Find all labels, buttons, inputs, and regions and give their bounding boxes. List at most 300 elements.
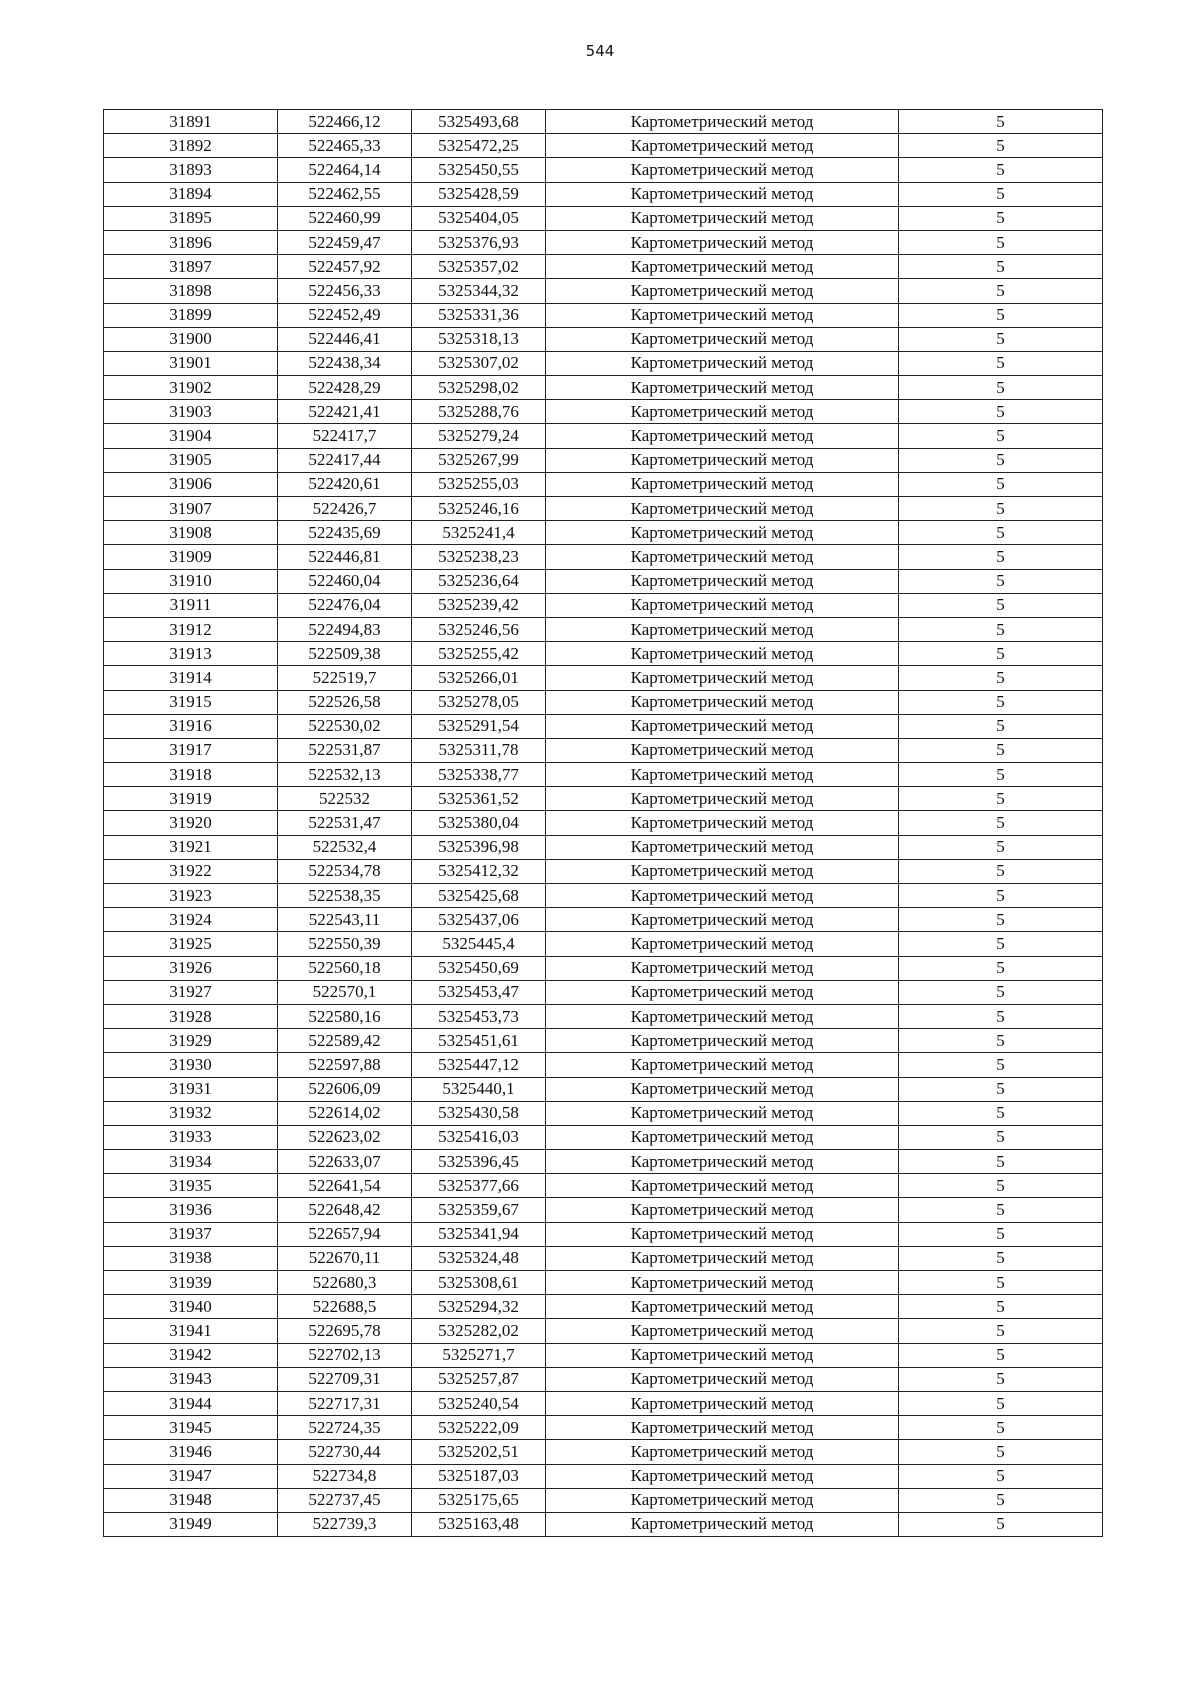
y-coordinate-cell: 5325239,42 [412,593,546,617]
accuracy-cell: 5 [899,1222,1103,1246]
table-row [104,1174,1103,1198]
accuracy-cell: 5 [899,980,1103,1004]
method-cell: Картометрический метод [546,376,899,400]
point-number-cell: 31921 [104,835,278,859]
coordinates-table [103,109,1103,1537]
accuracy-cell: 5 [899,1198,1103,1222]
point-number-cell: 31930 [104,1053,278,1077]
point-number-cell: 31894 [104,182,278,206]
point-number-cell: 31947 [104,1464,278,1488]
y-coordinate-cell: 5325246,56 [412,617,546,641]
accuracy-cell: 5 [899,110,1103,134]
table-row [104,811,1103,835]
x-coordinate-cell: 522648,42 [278,1198,412,1222]
x-coordinate-cell: 522709,31 [278,1367,412,1391]
method-cell: Картометрический метод [546,908,899,932]
x-coordinate-cell: 522717,31 [278,1391,412,1415]
accuracy-cell: 5 [899,593,1103,617]
accuracy-cell: 5 [899,182,1103,206]
table-row [104,1222,1103,1246]
table-row [104,932,1103,956]
point-number-cell: 31922 [104,859,278,883]
point-number-cell: 31939 [104,1271,278,1295]
method-cell: Картометрический метод [546,230,899,254]
x-coordinate-cell: 522526,58 [278,690,412,714]
x-coordinate-cell: 522550,39 [278,932,412,956]
table-row [104,327,1103,351]
accuracy-cell: 5 [899,1101,1103,1125]
method-cell: Картометрический метод [546,110,899,134]
point-number-cell: 31946 [104,1440,278,1464]
point-number-cell: 31934 [104,1150,278,1174]
method-cell: Картометрический метод [546,1271,899,1295]
point-number-cell: 31920 [104,811,278,835]
method-cell: Картометрический метод [546,303,899,327]
y-coordinate-cell: 5325447,12 [412,1053,546,1077]
method-cell: Картометрический метод [546,448,899,472]
accuracy-cell: 5 [899,642,1103,666]
x-coordinate-cell: 522435,69 [278,521,412,545]
table-row [104,1125,1103,1149]
method-cell: Картометрический метод [546,255,899,279]
y-coordinate-cell: 5325271,7 [412,1343,546,1367]
x-coordinate-cell: 522534,78 [278,859,412,883]
y-coordinate-cell: 5325255,03 [412,472,546,496]
table-row [104,1367,1103,1391]
table-row [104,787,1103,811]
y-coordinate-cell: 5325255,42 [412,642,546,666]
method-cell: Картометрический метод [546,1004,899,1028]
method-cell: Картометрический метод [546,884,899,908]
y-coordinate-cell: 5325222,09 [412,1416,546,1440]
accuracy-cell: 5 [899,400,1103,424]
x-coordinate-cell: 522446,41 [278,327,412,351]
point-number-cell: 31906 [104,472,278,496]
point-number-cell: 31926 [104,956,278,980]
x-coordinate-cell: 522670,11 [278,1246,412,1270]
table-row [104,763,1103,787]
accuracy-cell: 5 [899,1004,1103,1028]
x-coordinate-cell: 522519,7 [278,666,412,690]
x-coordinate-cell: 522476,04 [278,593,412,617]
point-number-cell: 31898 [104,279,278,303]
point-number-cell: 31924 [104,908,278,932]
point-number-cell: 31944 [104,1391,278,1415]
point-number-cell: 31942 [104,1343,278,1367]
point-number-cell: 31932 [104,1101,278,1125]
x-coordinate-cell: 522417,44 [278,448,412,472]
accuracy-cell: 5 [899,376,1103,400]
x-coordinate-cell: 522464,14 [278,158,412,182]
y-coordinate-cell: 5325338,77 [412,763,546,787]
method-cell: Картометрический метод [546,956,899,980]
y-coordinate-cell: 5325257,87 [412,1367,546,1391]
method-cell: Картометрический метод [546,545,899,569]
y-coordinate-cell: 5325318,13 [412,327,546,351]
y-coordinate-cell: 5325493,68 [412,110,546,134]
table-row [104,666,1103,690]
accuracy-cell: 5 [899,1512,1103,1536]
y-coordinate-cell: 5325425,68 [412,884,546,908]
y-coordinate-cell: 5325240,54 [412,1391,546,1415]
point-number-cell: 31909 [104,545,278,569]
x-coordinate-cell: 522462,55 [278,182,412,206]
table-row [104,206,1103,230]
table-row [104,1150,1103,1174]
method-cell: Картометрический метод [546,1222,899,1246]
y-coordinate-cell: 5325450,69 [412,956,546,980]
table-row [104,884,1103,908]
table-row [104,569,1103,593]
method-cell: Картометрический метод [546,1101,899,1125]
accuracy-cell: 5 [899,279,1103,303]
point-number-cell: 31895 [104,206,278,230]
y-coordinate-cell: 5325450,55 [412,158,546,182]
table-row [104,158,1103,182]
table-row [104,1198,1103,1222]
method-cell: Картометрический метод [546,859,899,883]
y-coordinate-cell: 5325279,24 [412,424,546,448]
point-number-cell: 31901 [104,351,278,375]
table-row [104,400,1103,424]
point-number-cell: 31928 [104,1004,278,1028]
method-cell: Картометрический метод [546,1440,899,1464]
accuracy-cell: 5 [899,1367,1103,1391]
method-cell: Картометрический метод [546,1053,899,1077]
point-number-cell: 31949 [104,1512,278,1536]
x-coordinate-cell: 522657,94 [278,1222,412,1246]
x-coordinate-cell: 522494,83 [278,617,412,641]
x-coordinate-cell: 522531,47 [278,811,412,835]
accuracy-cell: 5 [899,1077,1103,1101]
y-coordinate-cell: 5325267,99 [412,448,546,472]
y-coordinate-cell: 5325428,59 [412,182,546,206]
accuracy-cell: 5 [899,521,1103,545]
method-cell: Картометрический метод [546,1464,899,1488]
table-row [104,376,1103,400]
table-row [104,1295,1103,1319]
table-row [104,1077,1103,1101]
table-row [104,1416,1103,1440]
table-row [104,908,1103,932]
accuracy-cell: 5 [899,617,1103,641]
y-coordinate-cell: 5325453,47 [412,980,546,1004]
y-coordinate-cell: 5325202,51 [412,1440,546,1464]
x-coordinate-cell: 522417,7 [278,424,412,448]
accuracy-cell: 5 [899,255,1103,279]
point-number-cell: 31936 [104,1198,278,1222]
method-cell: Картометрический метод [546,1150,899,1174]
table-row [104,1004,1103,1028]
point-number-cell: 31914 [104,666,278,690]
x-coordinate-cell: 522509,38 [278,642,412,666]
point-number-cell: 31931 [104,1077,278,1101]
x-coordinate-cell: 522737,45 [278,1488,412,1512]
method-cell: Картометрический метод [546,134,899,158]
point-number-cell: 31905 [104,448,278,472]
point-number-cell: 31902 [104,376,278,400]
point-number-cell: 31903 [104,400,278,424]
table-row [104,690,1103,714]
x-coordinate-cell: 522538,35 [278,884,412,908]
accuracy-cell: 5 [899,811,1103,835]
y-coordinate-cell: 5325396,98 [412,835,546,859]
point-number-cell: 31923 [104,884,278,908]
point-number-cell: 31940 [104,1295,278,1319]
accuracy-cell: 5 [899,666,1103,690]
accuracy-cell: 5 [899,569,1103,593]
y-coordinate-cell: 5325278,05 [412,690,546,714]
x-coordinate-cell: 522421,41 [278,400,412,424]
accuracy-cell: 5 [899,1271,1103,1295]
method-cell: Картометрический метод [546,182,899,206]
x-coordinate-cell: 522597,88 [278,1053,412,1077]
table-row [104,545,1103,569]
point-number-cell: 31893 [104,158,278,182]
table-row [104,980,1103,1004]
x-coordinate-cell: 522739,3 [278,1512,412,1536]
table-row [104,1029,1103,1053]
point-number-cell: 31927 [104,980,278,1004]
y-coordinate-cell: 5325396,45 [412,1150,546,1174]
accuracy-cell: 5 [899,884,1103,908]
table-row [104,351,1103,375]
table-row [104,1271,1103,1295]
method-cell: Картометрический метод [546,327,899,351]
x-coordinate-cell: 522428,29 [278,376,412,400]
table-row [104,1512,1103,1536]
method-cell: Картометрический метод [546,811,899,835]
point-number-cell: 31896 [104,230,278,254]
accuracy-cell: 5 [899,1125,1103,1149]
point-number-cell: 31907 [104,497,278,521]
method-cell: Картометрический метод [546,1343,899,1367]
y-coordinate-cell: 5325288,76 [412,400,546,424]
accuracy-cell: 5 [899,714,1103,738]
y-coordinate-cell: 5325412,32 [412,859,546,883]
method-cell: Картометрический метод [546,1295,899,1319]
x-coordinate-cell: 522560,18 [278,956,412,980]
method-cell: Картометрический метод [546,787,899,811]
table-row [104,617,1103,641]
point-number-cell: 31916 [104,714,278,738]
y-coordinate-cell: 5325298,02 [412,376,546,400]
y-coordinate-cell: 5325376,93 [412,230,546,254]
table-row [104,593,1103,617]
table-row [104,472,1103,496]
table-row [104,424,1103,448]
y-coordinate-cell: 5325451,61 [412,1029,546,1053]
method-cell: Картометрический метод [546,206,899,230]
accuracy-cell: 5 [899,787,1103,811]
point-number-cell: 31908 [104,521,278,545]
point-number-cell: 31945 [104,1416,278,1440]
method-cell: Картометрический метод [546,738,899,762]
point-number-cell: 31904 [104,424,278,448]
x-coordinate-cell: 522532 [278,787,412,811]
y-coordinate-cell: 5325187,03 [412,1464,546,1488]
x-coordinate-cell: 522633,07 [278,1150,412,1174]
y-coordinate-cell: 5325246,16 [412,497,546,521]
method-cell: Картометрический метод [546,472,899,496]
table-row [104,714,1103,738]
table-row [104,738,1103,762]
y-coordinate-cell: 5325175,65 [412,1488,546,1512]
method-cell: Картометрический метод [546,1029,899,1053]
y-coordinate-cell: 5325236,64 [412,569,546,593]
point-number-cell: 31912 [104,617,278,641]
accuracy-cell: 5 [899,1416,1103,1440]
accuracy-cell: 5 [899,230,1103,254]
table-row [104,1246,1103,1270]
accuracy-cell: 5 [899,1440,1103,1464]
method-cell: Картометрический метод [546,932,899,956]
accuracy-cell: 5 [899,1174,1103,1198]
point-number-cell: 31892 [104,134,278,158]
method-cell: Картометрический метод [546,497,899,521]
table-row [104,1391,1103,1415]
y-coordinate-cell: 5325440,1 [412,1077,546,1101]
accuracy-cell: 5 [899,206,1103,230]
accuracy-cell: 5 [899,448,1103,472]
x-coordinate-cell: 522426,7 [278,497,412,521]
method-cell: Картометрический метод [546,1077,899,1101]
method-cell: Картометрический метод [546,279,899,303]
table-row [104,182,1103,206]
point-number-cell: 31891 [104,110,278,134]
method-cell: Картометрический метод [546,1367,899,1391]
accuracy-cell: 5 [899,908,1103,932]
table-row [104,279,1103,303]
method-cell: Картометрический метод [546,763,899,787]
point-number-cell: 31948 [104,1488,278,1512]
x-coordinate-cell: 522641,54 [278,1174,412,1198]
table-row [104,1053,1103,1077]
x-coordinate-cell: 522457,92 [278,255,412,279]
method-cell: Картометрический метод [546,642,899,666]
table-row [104,1343,1103,1367]
y-coordinate-cell: 5325472,25 [412,134,546,158]
table-row [104,303,1103,327]
method-cell: Картометрический метод [546,1246,899,1270]
table-row [104,521,1103,545]
table-row [104,448,1103,472]
accuracy-cell: 5 [899,859,1103,883]
table-row [104,110,1103,134]
accuracy-cell: 5 [899,327,1103,351]
method-cell: Картометрический метод [546,400,899,424]
accuracy-cell: 5 [899,303,1103,327]
accuracy-cell: 5 [899,1391,1103,1415]
method-cell: Картометрический метод [546,158,899,182]
x-coordinate-cell: 522466,12 [278,110,412,134]
method-cell: Картометрический метод [546,593,899,617]
accuracy-cell: 5 [899,1343,1103,1367]
method-cell: Картометрический метод [546,351,899,375]
accuracy-cell: 5 [899,497,1103,521]
table-row [104,230,1103,254]
method-cell: Картометрический метод [546,666,899,690]
accuracy-cell: 5 [899,472,1103,496]
table-row [104,835,1103,859]
accuracy-cell: 5 [899,1246,1103,1270]
x-coordinate-cell: 522724,35 [278,1416,412,1440]
point-number-cell: 31913 [104,642,278,666]
x-coordinate-cell: 522452,49 [278,303,412,327]
accuracy-cell: 5 [899,545,1103,569]
x-coordinate-cell: 522606,09 [278,1077,412,1101]
y-coordinate-cell: 5325416,03 [412,1125,546,1149]
point-number-cell: 31918 [104,763,278,787]
y-coordinate-cell: 5325308,61 [412,1271,546,1295]
method-cell: Картометрический метод [546,1125,899,1149]
x-coordinate-cell: 522459,47 [278,230,412,254]
accuracy-cell: 5 [899,1029,1103,1053]
y-coordinate-cell: 5325294,32 [412,1295,546,1319]
point-number-cell: 31910 [104,569,278,593]
point-number-cell: 31938 [104,1246,278,1270]
method-cell: Картометрический метод [546,1416,899,1440]
point-number-cell: 31900 [104,327,278,351]
accuracy-cell: 5 [899,956,1103,980]
table-row [104,255,1103,279]
y-coordinate-cell: 5325359,67 [412,1198,546,1222]
x-coordinate-cell: 522532,4 [278,835,412,859]
x-coordinate-cell: 522531,87 [278,738,412,762]
y-coordinate-cell: 5325380,04 [412,811,546,835]
point-number-cell: 31929 [104,1029,278,1053]
x-coordinate-cell: 522420,61 [278,472,412,496]
accuracy-cell: 5 [899,351,1103,375]
x-coordinate-cell: 522465,33 [278,134,412,158]
y-coordinate-cell: 5325453,73 [412,1004,546,1028]
x-coordinate-cell: 522688,5 [278,1295,412,1319]
point-number-cell: 31897 [104,255,278,279]
y-coordinate-cell: 5325361,52 [412,787,546,811]
method-cell: Картометрический метод [546,1319,899,1343]
accuracy-cell: 5 [899,763,1103,787]
x-coordinate-cell: 522446,81 [278,545,412,569]
method-cell: Картометрический метод [546,424,899,448]
x-coordinate-cell: 522530,02 [278,714,412,738]
page-number: 544 [585,42,615,60]
accuracy-cell: 5 [899,835,1103,859]
table-row [104,1488,1103,1512]
y-coordinate-cell: 5325437,06 [412,908,546,932]
point-number-cell: 31899 [104,303,278,327]
method-cell: Картометрический метод [546,569,899,593]
point-number-cell: 31919 [104,787,278,811]
x-coordinate-cell: 522580,16 [278,1004,412,1028]
accuracy-cell: 5 [899,424,1103,448]
accuracy-cell: 5 [899,1319,1103,1343]
table-row [104,1440,1103,1464]
y-coordinate-cell: 5325331,36 [412,303,546,327]
x-coordinate-cell: 522734,8 [278,1464,412,1488]
x-coordinate-cell: 522614,02 [278,1101,412,1125]
y-coordinate-cell: 5325307,02 [412,351,546,375]
accuracy-cell: 5 [899,690,1103,714]
table-row [104,1101,1103,1125]
method-cell: Картометрический метод [546,980,899,1004]
method-cell: Картометрический метод [546,835,899,859]
point-number-cell: 31937 [104,1222,278,1246]
y-coordinate-cell: 5325377,66 [412,1174,546,1198]
x-coordinate-cell: 522702,13 [278,1343,412,1367]
accuracy-cell: 5 [899,1295,1103,1319]
x-coordinate-cell: 522438,34 [278,351,412,375]
x-coordinate-cell: 522680,3 [278,1271,412,1295]
